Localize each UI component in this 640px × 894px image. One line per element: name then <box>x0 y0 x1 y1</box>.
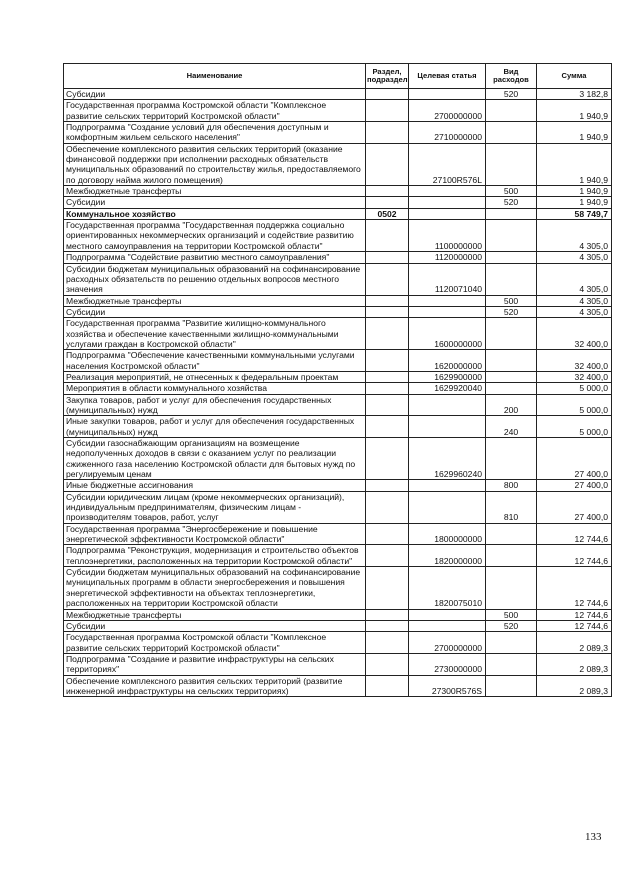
row-section <box>366 438 409 480</box>
row-section <box>366 480 409 491</box>
row-sum: 2 089,3 <box>537 653 612 675</box>
row-sum: 1 940,9 <box>537 197 612 208</box>
row-kind <box>486 438 537 480</box>
row-section <box>366 523 409 545</box>
row-article <box>409 416 486 438</box>
row-article: 1629920040 <box>409 383 486 394</box>
document-page <box>63 63 611 697</box>
row-section <box>366 491 409 523</box>
row-kind: 810 <box>486 491 537 523</box>
row-name: Подпрограмма "Содействие развитию местного самоуправления" <box>64 252 366 263</box>
row-article: 1629960240 <box>409 438 486 480</box>
row-article: 1120000000 <box>409 252 486 263</box>
table-row <box>64 653 612 675</box>
table-body <box>64 89 612 697</box>
row-section <box>366 394 409 416</box>
row-name: Субсидии <box>64 620 366 631</box>
row-article: 2730000000 <box>409 653 486 675</box>
table-row <box>64 545 612 567</box>
row-kind <box>486 220 537 252</box>
row-article: 2700000000 <box>409 632 486 654</box>
row-article <box>409 394 486 416</box>
table-row <box>64 620 612 631</box>
row-name: Государственная программа "Развитие жилищно-коммунального хозяйства и обеспечение качественными жилищно-коммунальными услугами граждан в Костромской области" <box>64 318 366 350</box>
row-kind <box>486 653 537 675</box>
row-section <box>366 653 409 675</box>
header-section: Раздел, подраздел <box>366 64 409 89</box>
header-sum: Сумма <box>537 64 612 89</box>
row-sum: 12 744,6 <box>537 567 612 609</box>
table-row <box>64 632 612 654</box>
row-article: 2710000000 <box>409 122 486 144</box>
row-kind: 500 <box>486 186 537 197</box>
table-row <box>64 252 612 263</box>
row-kind <box>486 252 537 263</box>
row-kind: 500 <box>486 609 537 620</box>
row-kind <box>486 371 537 382</box>
row-sum: 5 000,0 <box>537 383 612 394</box>
row-section <box>366 306 409 317</box>
row-section <box>366 186 409 197</box>
row-name: Подпрограмма "Создание условий для обеспечения доступным и комфортным жильем сельского населения" <box>64 122 366 144</box>
row-sum: 5 000,0 <box>537 394 612 416</box>
row-section <box>366 143 409 185</box>
row-article <box>409 186 486 197</box>
row-name: Субсидии <box>64 89 366 100</box>
row-sum: 3 182,8 <box>537 89 612 100</box>
row-article <box>409 620 486 631</box>
row-kind <box>486 122 537 144</box>
row-section <box>366 620 409 631</box>
row-sum: 32 400,0 <box>537 350 612 372</box>
row-name: Субсидии <box>64 306 366 317</box>
row-name: Обеспечение комплексного развития сельских территорий (оказание финансовой поддержки при исполнении расходных обязательств муниципальных образований по строительству жилья, предоставляемого по договору найма жилого помещения) <box>64 143 366 185</box>
row-kind: 500 <box>486 295 537 306</box>
table-row <box>64 220 612 252</box>
row-article: 1820075010 <box>409 567 486 609</box>
row-section <box>366 609 409 620</box>
budget-table <box>63 63 612 697</box>
header-article: Целевая статья <box>409 64 486 89</box>
row-section <box>366 220 409 252</box>
row-section <box>366 122 409 144</box>
row-name: Государственная программа Костромской области "Комплексное развитие сельских территорий Костромской области" <box>64 632 366 654</box>
row-name: Субсидии юридическим лицам (кроме некоммерческих организаций), индивидуальным предпринимателям, физическим лицам - производителям товаров, работ, услуг <box>64 491 366 523</box>
table-row <box>64 295 612 306</box>
row-kind: 520 <box>486 197 537 208</box>
row-name: Мероприятия в области коммунального хозяйства <box>64 383 366 394</box>
row-article: 1620000000 <box>409 350 486 372</box>
row-kind <box>486 567 537 609</box>
row-section <box>366 100 409 122</box>
table-row <box>64 100 612 122</box>
table-row <box>64 208 612 219</box>
header-name: Наименование <box>64 64 366 89</box>
table-row <box>64 394 612 416</box>
row-kind <box>486 545 537 567</box>
row-article <box>409 609 486 620</box>
row-sum: 2 089,3 <box>537 675 612 697</box>
table-row <box>64 318 612 350</box>
row-name: Обеспечение комплексного развития сельских территорий (развитие инженерной инфраструктуры на сельских территориях) <box>64 675 366 697</box>
table-row <box>64 416 612 438</box>
row-name: Подпрограмма "Обеспечение качественными коммунальными услугами населения Костромской области" <box>64 350 366 372</box>
row-section <box>366 632 409 654</box>
table-row <box>64 675 612 697</box>
table-row <box>64 567 612 609</box>
row-sum: 32 400,0 <box>537 318 612 350</box>
row-sum: 58 749,7 <box>537 208 612 219</box>
row-name: Государственная программа Костромской области "Комплексное развитие сельских территорий Костромской области" <box>64 100 366 122</box>
row-sum: 1 940,9 <box>537 122 612 144</box>
row-kind <box>486 632 537 654</box>
row-name: Государственная программа "Государственная поддержка социально ориентированных некоммерческих организаций и содействие развитию местного самоуправления на территории Костромской области" <box>64 220 366 252</box>
row-section <box>366 383 409 394</box>
row-name: Субсидии газоснабжающим организациям на возмещение недополученных доходов в связи с оказанием услуг по реализации сжиженного газа населению Костромской области для бытовых нужд по регулируемым ценам <box>64 438 366 480</box>
row-sum: 12 744,6 <box>537 609 612 620</box>
row-section <box>366 295 409 306</box>
table-row <box>64 609 612 620</box>
row-name: Межбюджетные трансферты <box>64 609 366 620</box>
row-kind <box>486 100 537 122</box>
row-section <box>366 567 409 609</box>
row-section <box>366 675 409 697</box>
row-name: Реализация мероприятий, не отнесенных к федеральным проектам <box>64 371 366 382</box>
row-article: 1629900000 <box>409 371 486 382</box>
row-sum: 12 744,6 <box>537 620 612 631</box>
header-kind: Вид расходов <box>486 64 537 89</box>
row-name: Подпрограмма "Реконструкция, модернизация и строительство объектов теплоэнергетики, расположенных на территории Костромской области" <box>64 545 366 567</box>
table-row <box>64 371 612 382</box>
row-article: 1120071040 <box>409 263 486 295</box>
row-kind <box>486 143 537 185</box>
row-kind: 520 <box>486 89 537 100</box>
table-row <box>64 438 612 480</box>
row-sum: 4 305,0 <box>537 306 612 317</box>
row-sum: 2 089,3 <box>537 632 612 654</box>
row-kind <box>486 318 537 350</box>
table-row <box>64 383 612 394</box>
table-row <box>64 523 612 545</box>
row-sum: 4 305,0 <box>537 263 612 295</box>
row-sum: 12 744,6 <box>537 523 612 545</box>
row-article <box>409 89 486 100</box>
row-sum: 12 744,6 <box>537 545 612 567</box>
row-article <box>409 491 486 523</box>
row-name: Иные бюджетные ассигнования <box>64 480 366 491</box>
row-sum: 27 400,0 <box>537 438 612 480</box>
table-row <box>64 122 612 144</box>
table-row <box>64 480 612 491</box>
row-article: 1600000000 <box>409 318 486 350</box>
table-row <box>64 186 612 197</box>
row-kind <box>486 350 537 372</box>
row-section <box>366 350 409 372</box>
table-header-row <box>64 64 612 89</box>
row-sum: 32 400,0 <box>537 371 612 382</box>
page-number: 133 <box>585 831 602 843</box>
row-name: Субсидии бюджетам муниципальных образований на софинансирование муниципальных программ в области энергосбережения и повышения энергетической эффективности на объектах теплоэнергетики, расположенных на территории Костромской области <box>64 567 366 609</box>
row-article: 1820000000 <box>409 545 486 567</box>
table-row <box>64 306 612 317</box>
row-name: Межбюджетные трансферты <box>64 295 366 306</box>
row-article: 2700000000 <box>409 100 486 122</box>
row-kind <box>486 523 537 545</box>
row-section <box>366 197 409 208</box>
row-section <box>366 263 409 295</box>
row-article <box>409 306 486 317</box>
row-article <box>409 197 486 208</box>
row-article: 27100R576L <box>409 143 486 185</box>
row-name: Закупка товаров, работ и услуг для обеспечения государственных (муниципальных) нужд <box>64 394 366 416</box>
row-sum: 1 940,9 <box>537 143 612 185</box>
row-kind: 240 <box>486 416 537 438</box>
row-sum: 1 940,9 <box>537 186 612 197</box>
row-sum: 1 940,9 <box>537 100 612 122</box>
row-sum: 4 305,0 <box>537 252 612 263</box>
row-sum: 4 305,0 <box>537 220 612 252</box>
table-row <box>64 197 612 208</box>
row-kind <box>486 263 537 295</box>
row-kind: 520 <box>486 620 537 631</box>
table-row <box>64 350 612 372</box>
row-name: Субсидии <box>64 197 366 208</box>
row-article: 1800000000 <box>409 523 486 545</box>
row-section <box>366 545 409 567</box>
row-article: 1100000000 <box>409 220 486 252</box>
table-row <box>64 491 612 523</box>
row-name: Межбюджетные трансферты <box>64 186 366 197</box>
table-row <box>64 143 612 185</box>
table-row <box>64 263 612 295</box>
row-name: Государственная программа "Энергосбережение и повышение энергетической эффективности Костромской области" <box>64 523 366 545</box>
row-sum: 5 000,0 <box>537 416 612 438</box>
row-sum: 27 400,0 <box>537 480 612 491</box>
table-row <box>64 89 612 100</box>
row-article: 27300R576S <box>409 675 486 697</box>
row-section <box>366 318 409 350</box>
row-section <box>366 416 409 438</box>
row-kind <box>486 208 537 219</box>
row-name: Подпрограмма "Создание и развитие инфраструктуры на сельских территориях" <box>64 653 366 675</box>
row-kind <box>486 383 537 394</box>
row-section <box>366 252 409 263</box>
row-article <box>409 295 486 306</box>
row-name: Коммунальное хозяйство <box>64 208 366 219</box>
row-kind: 520 <box>486 306 537 317</box>
row-sum: 27 400,0 <box>537 491 612 523</box>
row-kind: 200 <box>486 394 537 416</box>
row-article <box>409 480 486 491</box>
row-section <box>366 89 409 100</box>
row-kind: 800 <box>486 480 537 491</box>
row-article <box>409 208 486 219</box>
row-name: Иные закупки товаров, работ и услуг для обеспечения государственных (муниципальных) нужд <box>64 416 366 438</box>
row-section <box>366 371 409 382</box>
row-sum: 4 305,0 <box>537 295 612 306</box>
row-kind <box>486 675 537 697</box>
row-section: 0502 <box>366 208 409 219</box>
row-name: Субсидии бюджетам муниципальных образований на софинансирование расходных обязательств по решению отдельных вопросов местного значения <box>64 263 366 295</box>
